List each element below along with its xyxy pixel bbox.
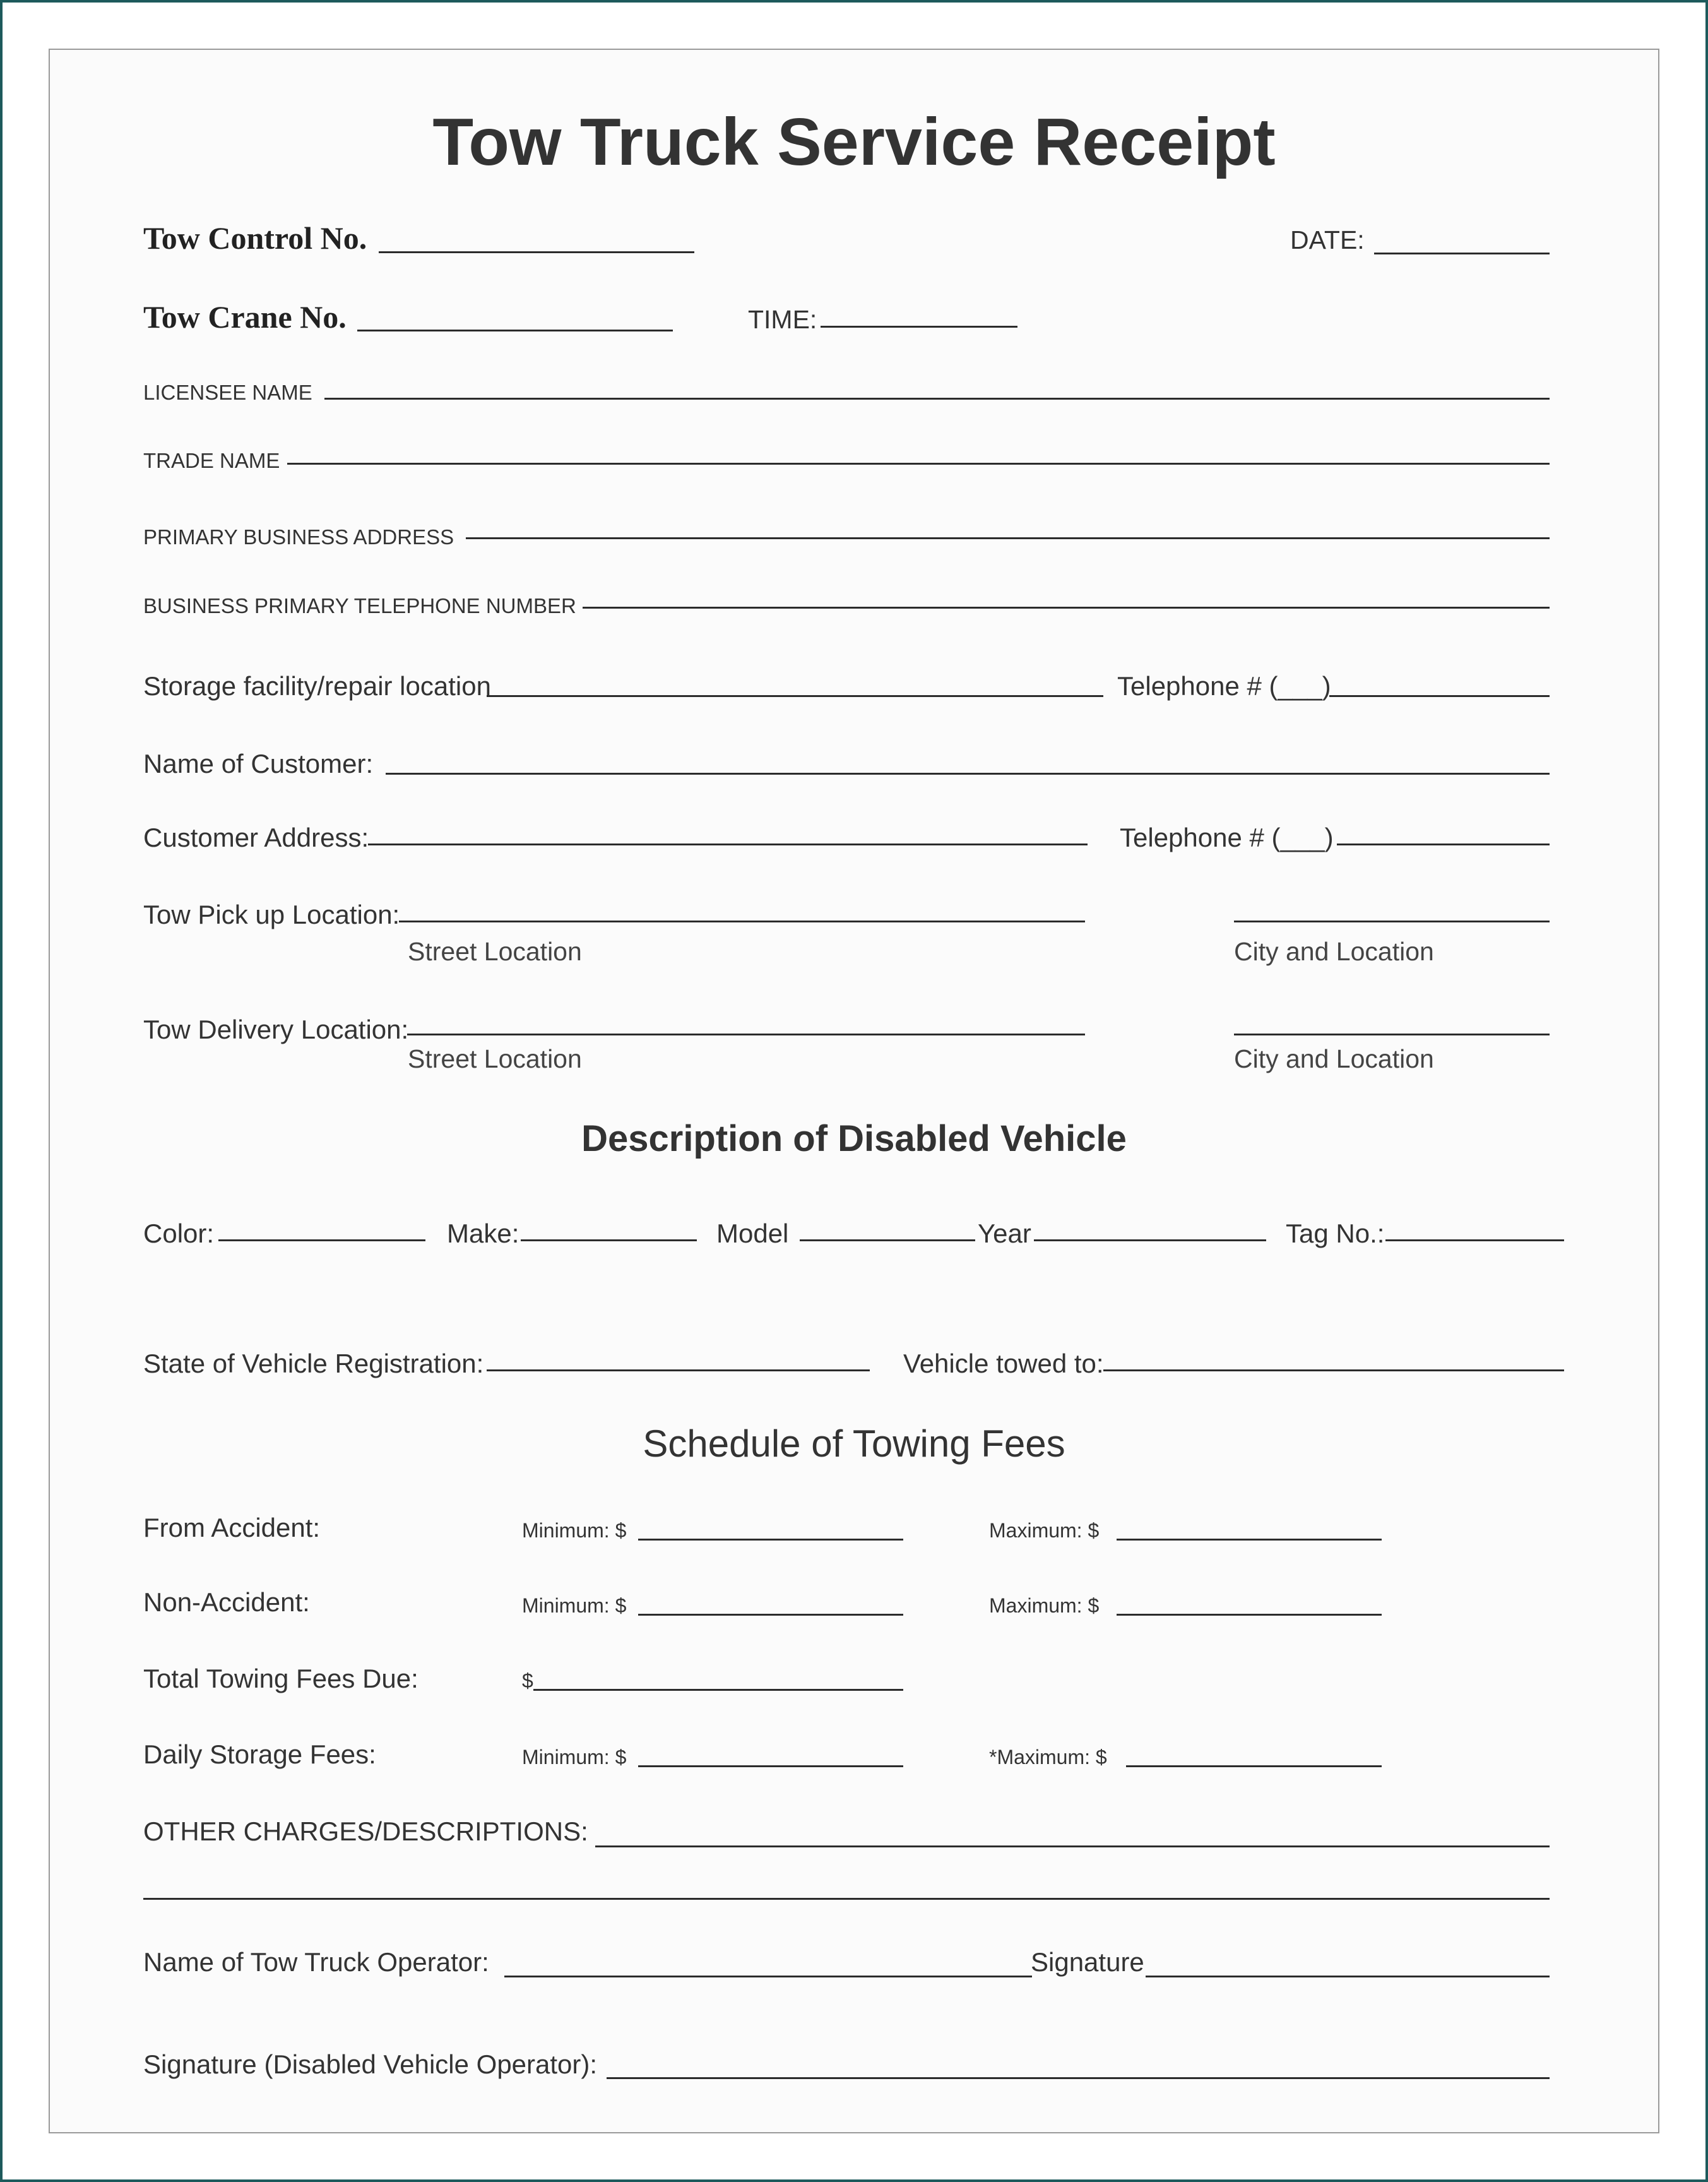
date-label: DATE:: [1290, 225, 1365, 254]
tow-control-label: Tow Control No.: [143, 220, 367, 256]
customer-name-label: Name of Customer:: [143, 749, 374, 778]
storage-telephone-label: Telephone # (___): [1117, 671, 1331, 701]
storage-maximum-field[interactable]: [1126, 1765, 1382, 1767]
business-phone-field[interactable]: [583, 607, 1550, 609]
year-label: Year: [978, 1219, 1031, 1248]
pickup-location-label: Tow Pick up Location:: [143, 900, 400, 929]
non-accident-label: Non-Accident:: [143, 1587, 310, 1617]
non-accident-minimum-label: Minimum: $: [522, 1594, 627, 1617]
customer-telephone-field[interactable]: [1337, 844, 1550, 845]
customer-address-label: Customer Address:: [143, 823, 369, 852]
trade-name-field[interactable]: [287, 463, 1550, 465]
model-field[interactable]: [800, 1239, 975, 1241]
customer-name-field[interactable]: [386, 773, 1550, 775]
pickup-street-field[interactable]: [399, 921, 1085, 922]
other-charges-label: OTHER CHARGES/DESCRIPTIONS:: [143, 1816, 588, 1846]
pickup-street-caption: Street Location: [408, 937, 582, 966]
signature-label: Signature: [1031, 1947, 1144, 1977]
total-dollar-label: $: [522, 1669, 533, 1692]
delivery-location-label: Tow Delivery Location:: [143, 1015, 409, 1044]
registration-label: State of Vehicle Registration:: [143, 1349, 484, 1378]
delivery-city-field[interactable]: [1234, 1034, 1550, 1035]
delivery-street-field[interactable]: [407, 1034, 1085, 1035]
accident-minimum-label: Minimum: $: [522, 1519, 627, 1542]
time-field[interactable]: [821, 326, 1017, 328]
form-title: Tow Truck Service Receipt: [432, 105, 1276, 179]
registration-field[interactable]: [487, 1369, 870, 1371]
date-field[interactable]: [1374, 253, 1550, 254]
storage-telephone-field[interactable]: [1329, 695, 1550, 697]
trade-name-label: TRADE NAME: [143, 449, 280, 472]
licensee-name-field[interactable]: [324, 398, 1550, 400]
tow-crane-label: Tow Crane No.: [143, 299, 347, 335]
year-field[interactable]: [1034, 1239, 1266, 1241]
accident-maximum-label: Maximum: $: [989, 1519, 1100, 1542]
make-field[interactable]: [521, 1239, 697, 1241]
business-address-field[interactable]: [466, 537, 1550, 539]
business-address-label: PRIMARY BUSINESS ADDRESS: [143, 525, 454, 549]
vehicle-section-title: Description of Disabled Vehicle: [581, 1118, 1127, 1159]
operator-name-field[interactable]: [504, 1976, 1032, 1977]
storage-minimum-label: Minimum: $: [522, 1746, 627, 1768]
delivery-city-caption: City and Location: [1234, 1044, 1434, 1073]
accident-maximum-field[interactable]: [1117, 1539, 1382, 1541]
delivery-street-caption: Street Location: [408, 1044, 582, 1073]
other-charges-field[interactable]: [595, 1845, 1550, 1847]
accident-minimum-field[interactable]: [638, 1539, 903, 1541]
make-label: Make:: [447, 1219, 519, 1248]
towed-to-label: Vehicle towed to:: [903, 1349, 1104, 1378]
storage-fees-label: Daily Storage Fees:: [143, 1739, 376, 1769]
color-label: Color:: [143, 1219, 215, 1248]
other-charges-field-2[interactable]: [143, 1898, 1550, 1900]
disabled-operator-signature-field[interactable]: [607, 2077, 1550, 2079]
time-label: TIME:: [748, 305, 817, 334]
customer-telephone-label: Telephone # (___): [1120, 823, 1334, 852]
pickup-city-field[interactable]: [1234, 921, 1550, 922]
business-phone-label: BUSINESS PRIMARY TELEPHONE NUMBER: [143, 594, 576, 617]
from-accident-label: From Accident:: [143, 1513, 321, 1542]
model-label: Model: [716, 1219, 789, 1248]
tow-crane-field[interactable]: [357, 330, 673, 331]
storage-minimum-field[interactable]: [638, 1765, 903, 1767]
color-field[interactable]: [218, 1239, 425, 1241]
operator-name-label: Name of Tow Truck Operator:: [143, 1947, 489, 1977]
total-fees-field[interactable]: [533, 1689, 903, 1691]
tow-control-field[interactable]: [379, 251, 694, 253]
tag-label: Tag No.:: [1286, 1219, 1385, 1248]
storage-facility-label: Storage facility/repair location: [143, 671, 491, 701]
non-accident-maximum-label: Maximum: $: [989, 1594, 1100, 1617]
tag-field[interactable]: [1385, 1239, 1564, 1241]
signature-field[interactable]: [1146, 1976, 1550, 1977]
non-accident-maximum-field[interactable]: [1117, 1614, 1382, 1616]
customer-address-field[interactable]: [368, 844, 1088, 845]
fees-section-title: Schedule of Towing Fees: [643, 1422, 1065, 1465]
total-fees-label: Total Towing Fees Due:: [143, 1664, 418, 1693]
disabled-operator-signature-label: Signature (Disabled Vehicle Operator):: [143, 2049, 598, 2079]
licensee-name-label: LICENSEE NAME: [143, 381, 312, 404]
storage-facility-field[interactable]: [487, 695, 1103, 697]
non-accident-minimum-field[interactable]: [638, 1614, 903, 1616]
pickup-city-caption: City and Location: [1234, 937, 1434, 966]
storage-maximum-label: *Maximum: $: [989, 1746, 1107, 1768]
towed-to-field[interactable]: [1103, 1369, 1564, 1371]
